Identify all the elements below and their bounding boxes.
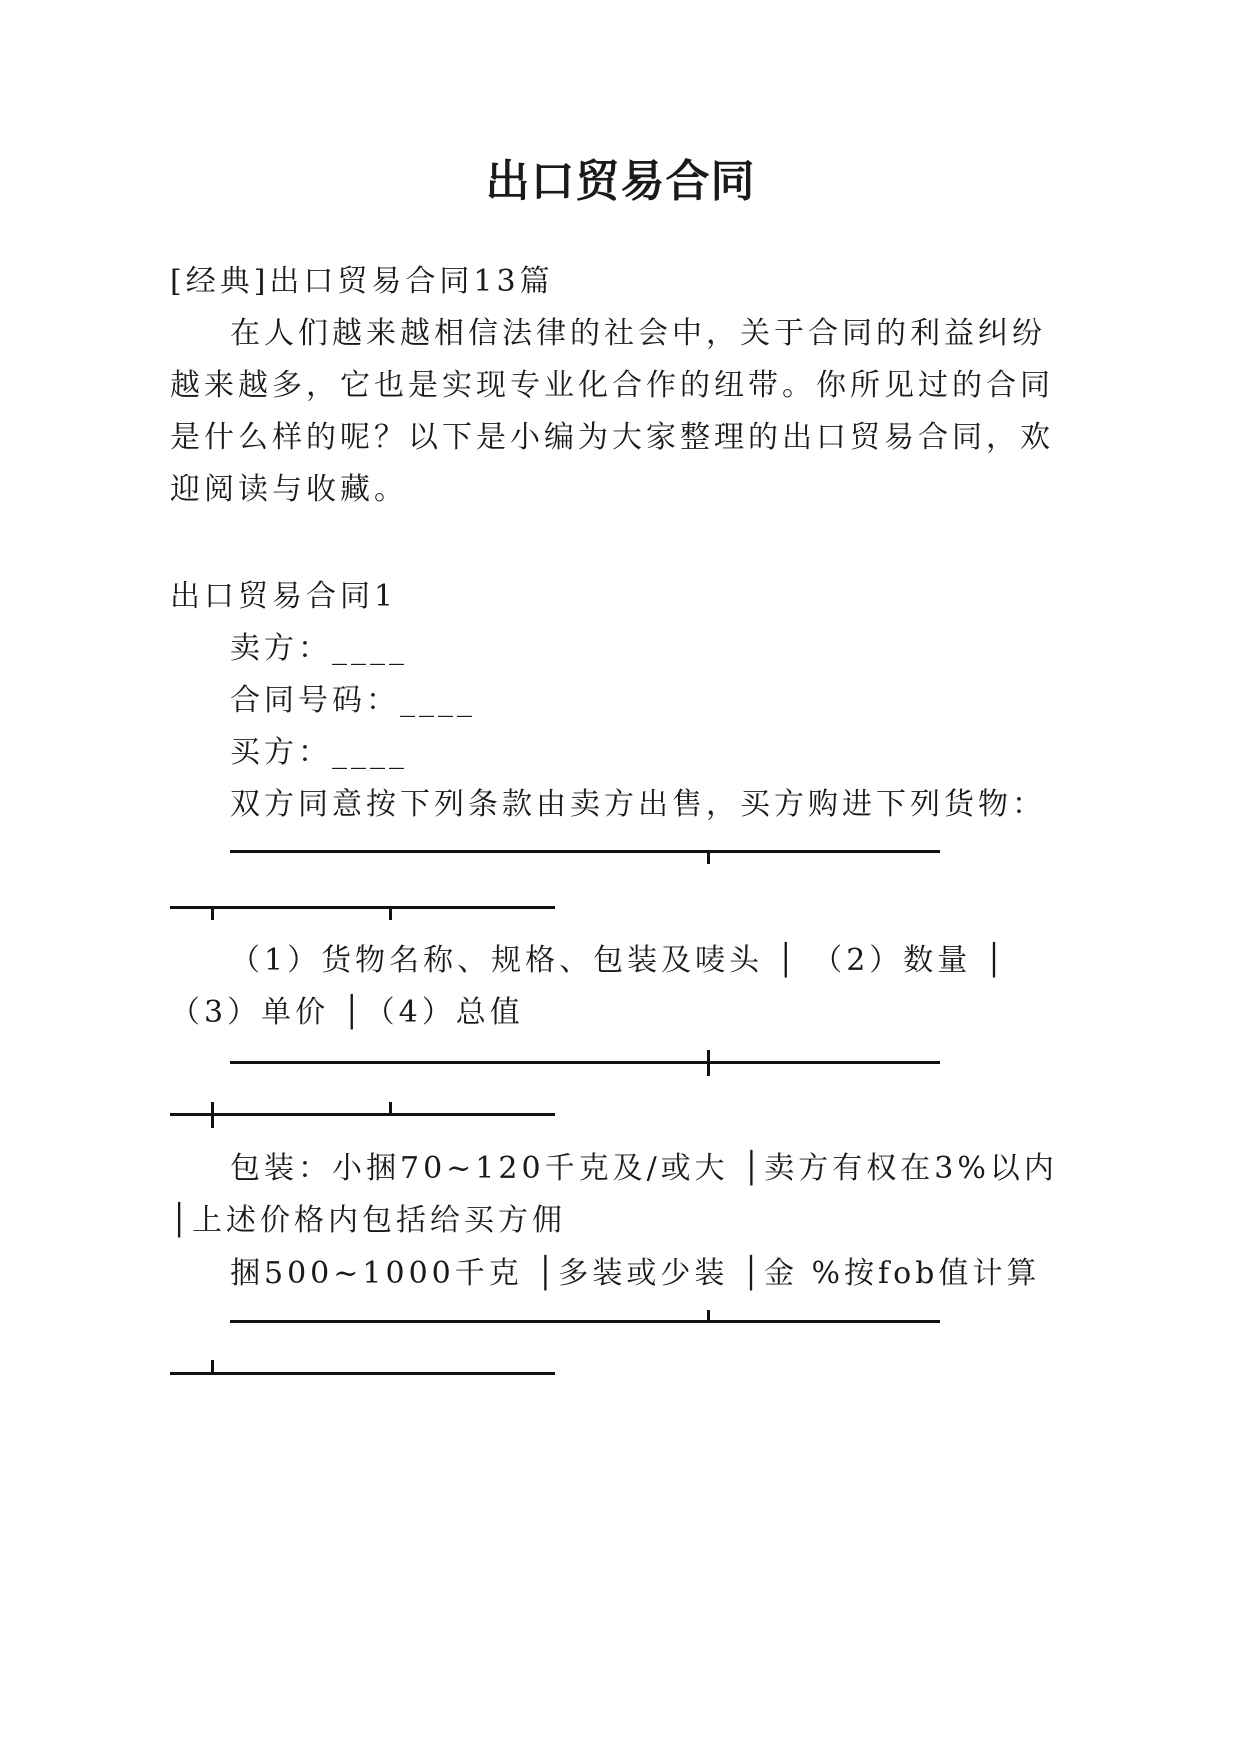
table-rule-tick (389, 1102, 392, 1116)
intro-line-3: 是什么样的呢？以下是小编为大家整理的出口贸易合同，欢 (170, 420, 1054, 455)
document-subtitle: [经典]出口贸易合同13篇 (170, 264, 554, 299)
intro-line-4: 迎阅读与收藏。 (170, 472, 408, 507)
table-header-line-2: （3）单价 │（4）总值 (170, 995, 524, 1030)
table-header-line-1: （1）货物名称、规格、包装及唛头 │ （2）数量 │ (230, 943, 1007, 978)
table-rule (170, 1372, 555, 1375)
table-rule (170, 1113, 555, 1116)
table-rule-tick (707, 1310, 710, 1322)
intro-line-2: 越来越多，它也是实现专业化合作的纽带。你所见过的合同 (170, 368, 1054, 403)
table-rule (230, 1320, 940, 1323)
packing-line-3: 捆500~1000千克 │多装或少装 │金 %按fob值计算 (230, 1256, 1041, 1291)
intro-line-1: 在人们越来越相信法律的社会中，关于合同的利益纠纷 (230, 316, 1046, 351)
seller-field: 卖方：____ (230, 631, 408, 666)
table-rule-tick (211, 906, 214, 920)
packing-line-2: │上述价格内包括给买方佣 (170, 1203, 567, 1238)
table-rule-tick (707, 850, 710, 864)
table-rule (230, 850, 940, 853)
table-rule-tick (211, 1360, 214, 1374)
table-rule (230, 1061, 940, 1064)
contract-number-field: 合同号码：____ (230, 683, 476, 718)
table-rule-tick (707, 1050, 710, 1076)
buyer-field: 买方：____ (230, 735, 408, 770)
agreement-line: 双方同意按下列条款由卖方出售，买方购进下列货物： (230, 787, 1046, 822)
table-rule-tick (389, 906, 392, 920)
document-title: 出口贸易合同 (485, 156, 756, 207)
section-heading: 出口贸易合同1 (170, 579, 398, 614)
table-rule (170, 906, 555, 909)
packing-line-1: 包装：小捆70~120千克及/或大 │卖方有权在3%以内 (230, 1151, 1058, 1186)
table-rule-tick (211, 1102, 214, 1128)
